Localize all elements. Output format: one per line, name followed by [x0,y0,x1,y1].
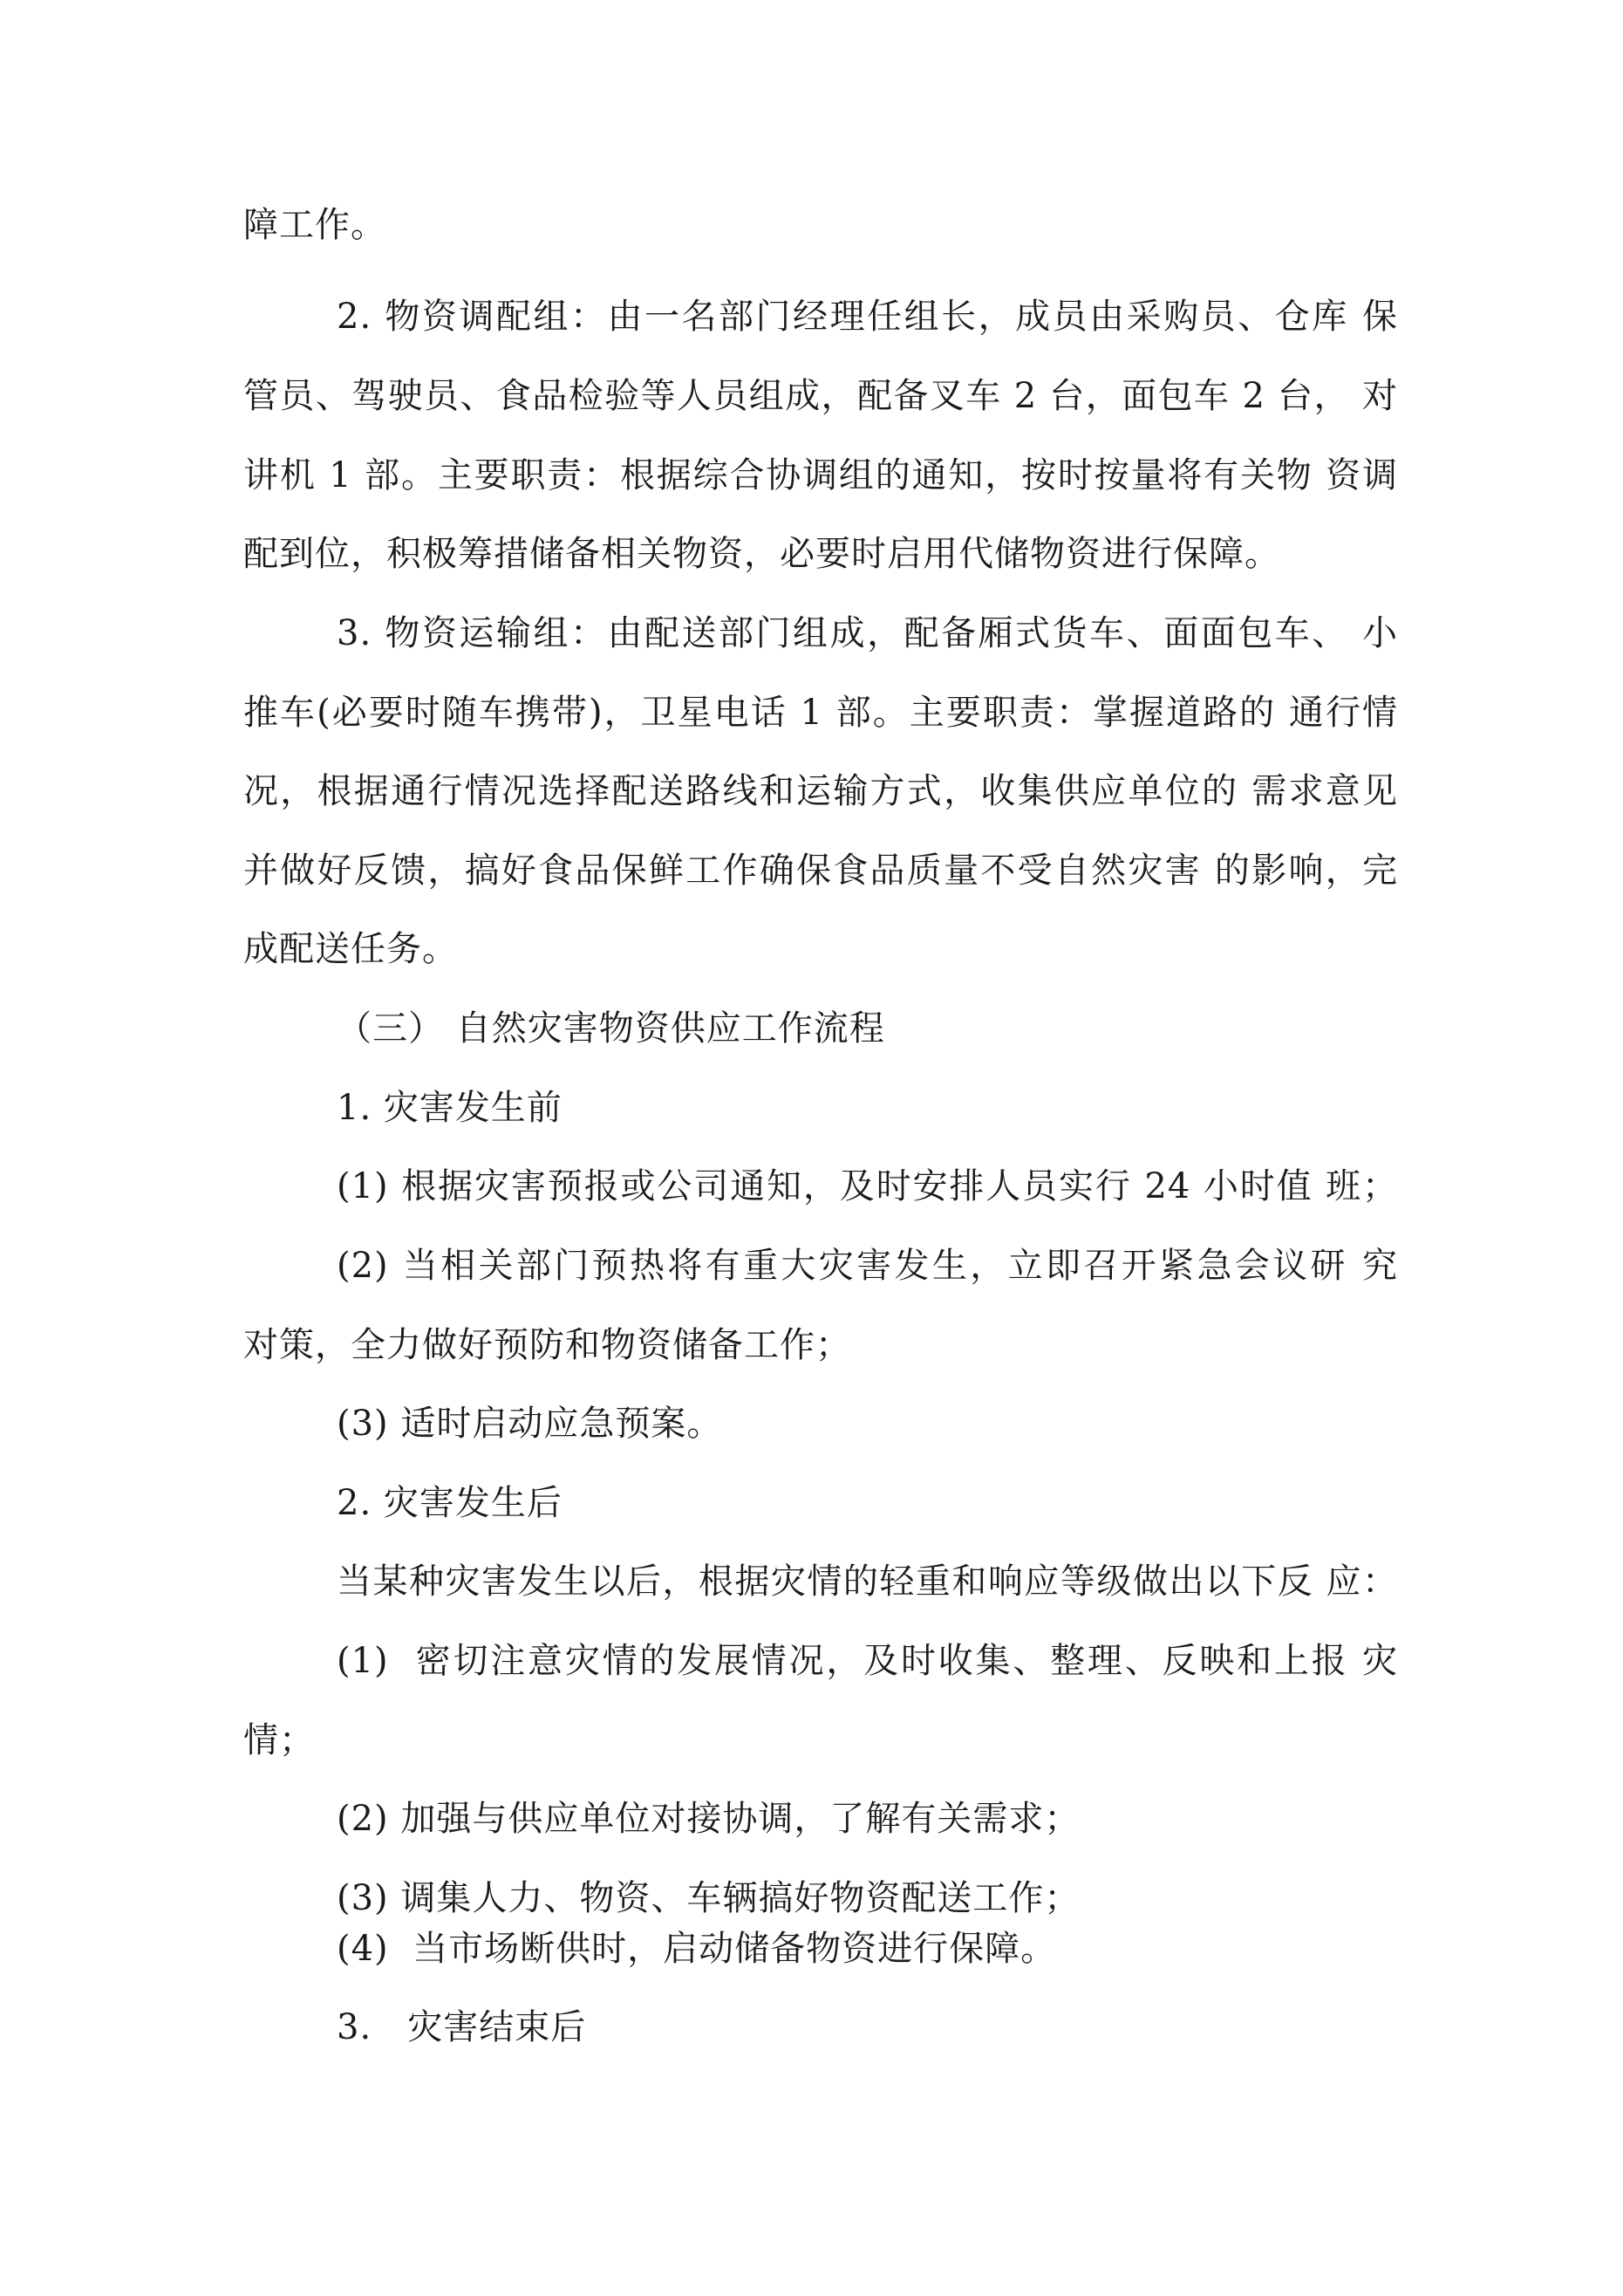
text-line: 推车(必要时随车携带)，卫星电话 1 部。主要职责：掌握道路的 通行情 [243,693,1398,733]
text-line: (2) 当相关部门预热将有重大灾害发生，立即召开紧急会议研 究 [337,1246,1398,1286]
subsection-heading: 3. 灾害结束后 [337,2007,587,2047]
text-line: (1) 密切注意灾情的发展情况，及时收集、整理、反映和上报 灾 [337,1641,1398,1681]
text-line: 并做好反馈，搞好食品保鲜工作确保食品质量不受自然灾害 的影响，完 [243,851,1398,891]
text-line: 对策，全力做好预防和物资储备工作； [243,1325,851,1365]
text-line: 障工作。 [243,205,386,245]
text-line: (1) 根据灾害预报或公司通知，及时安排人员实行 24 小时值 班； [337,1166,1398,1206]
text-line: (2) 加强与供应单位对接协调，了解有关需求； [337,1799,1081,1839]
subsection-heading: 2. 灾害发生后 [337,1483,563,1523]
text-line: 讲机 1 部。主要职责：根据综合协调组的通知，按时按量将有关物 资调 [243,455,1398,495]
text-line: 配到位，积极筹措储备相关物资，必要时启用代储物资进行保障。 [243,534,1280,574]
text-line: (3) 适时启动应急预案。 [337,1404,723,1444]
text-line: (4) 当市场断供时，启动储备物资进行保障。 [337,1929,1057,1969]
subsection-heading: 1. 灾害发生前 [337,1088,563,1128]
text-line: 3. 物资运输组：由配送部门组成，配备厢式货车、面面包车、 小 [337,613,1398,653]
text-line: 况，根据通行情况选择配送路线和运输方式，收集供应单位的 需求意见 [243,771,1398,811]
text-line: 管员、驾驶员、食品检验等人员组成，配备叉车 2 台，面包车 2 台， 对 [243,376,1398,416]
text-line: 成配送任务。 [243,929,458,969]
text-line: 情； [243,1720,315,1760]
text-line: 当某种灾害发生以后，根据灾情的轻重和响应等级做出以下反 应： [337,1561,1398,1602]
text-line: (3) 调集人力、物资、车辆搞好物资配送工作； [337,1878,1081,1918]
section-heading: （三） 自然灾害物资供应工作流程 [337,1008,885,1049]
text-line: 2. 物资调配组：由一名部门经理任组长，成员由采购员、仓库 保 [337,297,1398,337]
